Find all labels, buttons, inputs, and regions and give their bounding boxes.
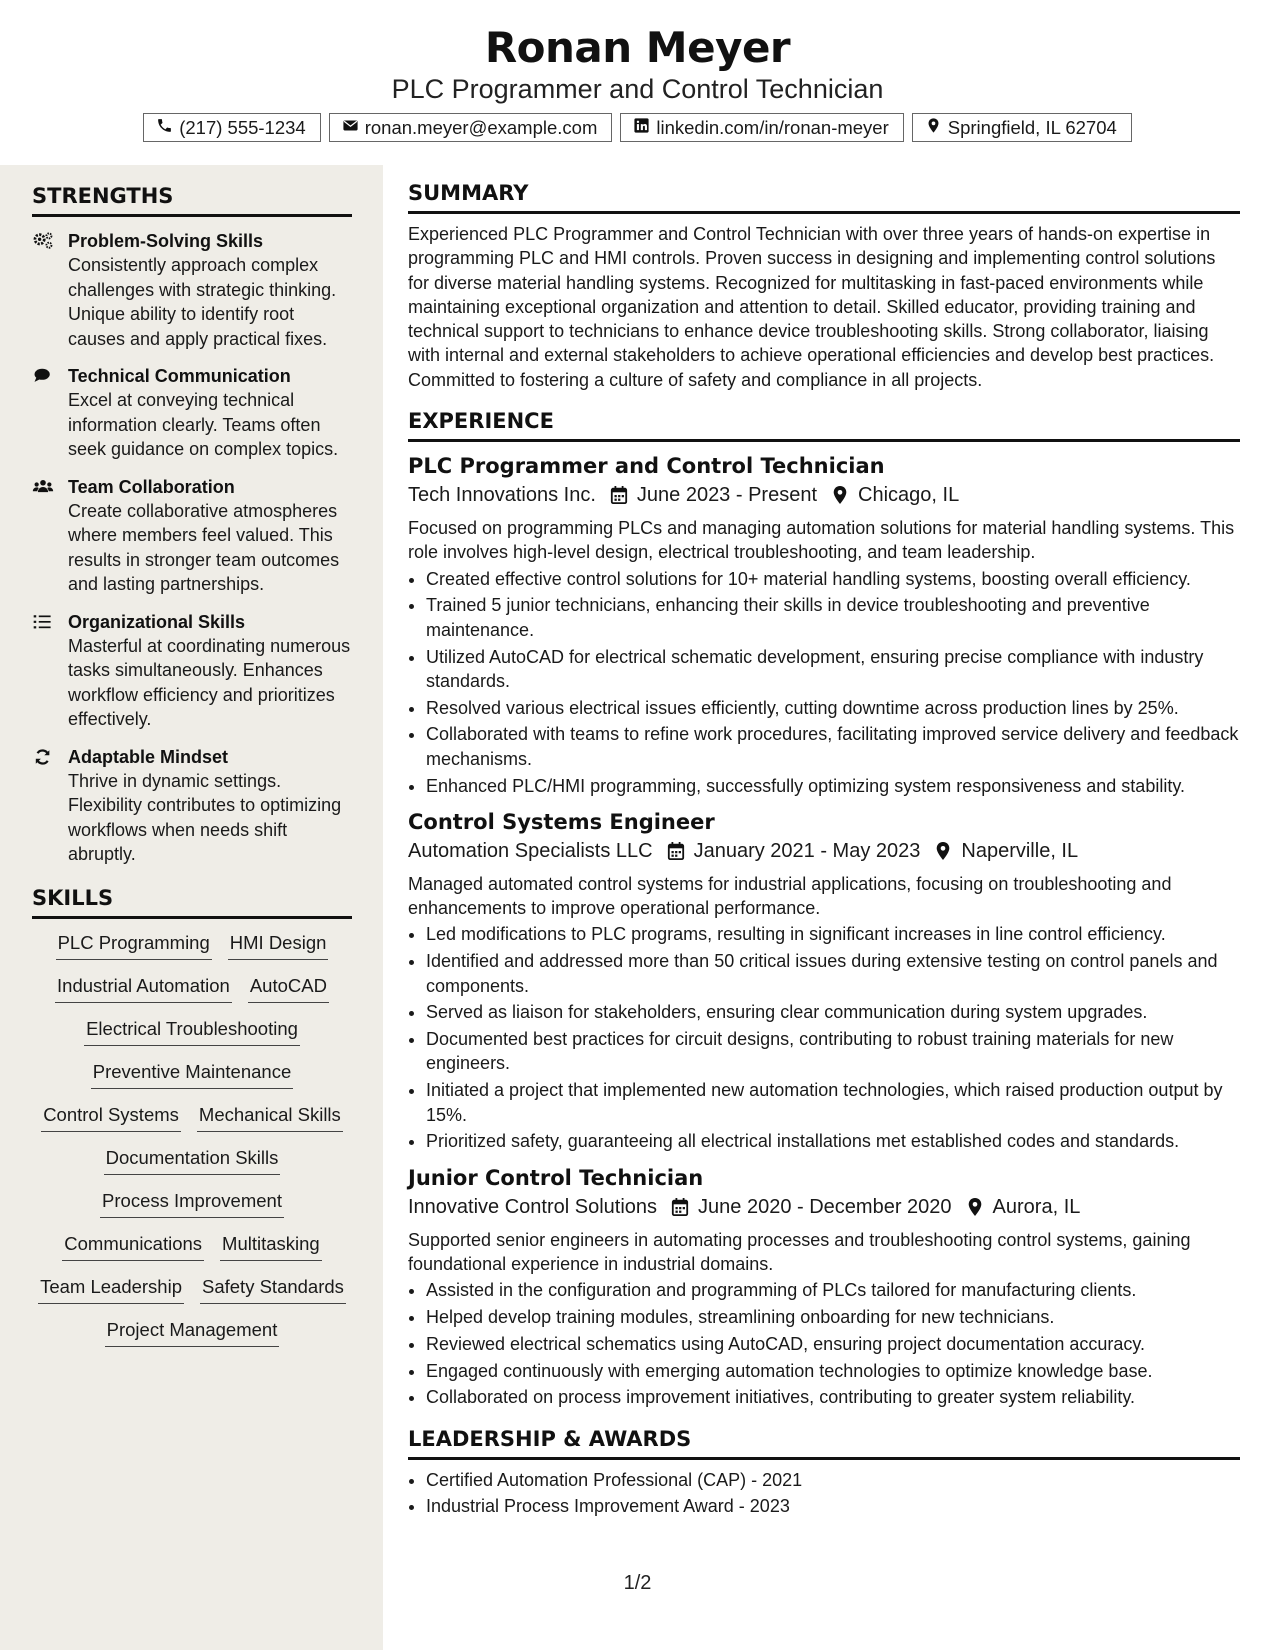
skills-title: SKILLS	[32, 885, 352, 919]
job-meta	[408, 1192, 1240, 1222]
skill-row	[32, 1318, 352, 1347]
summary-title: SUMMARY	[408, 180, 1240, 214]
strengths-title: STRENGTHS	[32, 183, 352, 217]
job-bullet: • Enhanced PLC/HMI programming, successfully optimizing system responsiveness and stability.	[426, 774, 1240, 798]
job-bullet: • Identified and addressed more than 50 critical issues during extensive testing on control panels and components.	[426, 949, 1240, 998]
contact-email[interactable]	[329, 113, 613, 142]
map-pin-icon	[831, 485, 849, 505]
skill-tag: Project Management	[105, 1318, 280, 1347]
job-bullet: • Collaborated on process improvement initiatives, contributing to greater system reliability.	[426, 1385, 1240, 1409]
refresh-icon	[32, 745, 56, 867]
strength-title: Technical Communication	[68, 366, 291, 386]
job-meta	[408, 480, 1240, 510]
job-meta	[408, 836, 1240, 866]
strength-title: Problem-Solving Skills	[68, 231, 264, 251]
users-icon	[32, 475, 56, 597]
job-company: Innovative Control Solutions	[408, 1195, 658, 1218]
candidate-name: Ronan Meyer	[484, 23, 791, 72]
sidebar	[0, 165, 383, 1650]
strength-desc: Consistently approach complex challenges with strategic thinking. Unique ability to identify root causes and apply practical fixes.	[68, 255, 337, 349]
job-entry	[408, 452, 1240, 798]
awards-title: LEADERSHIP & AWARDS	[408, 1426, 1240, 1460]
job-bullet: • Served as liaison for stakeholders, ensuring clear communication during system upgrades.	[426, 1000, 1240, 1024]
strength-title: Organizational Skills	[68, 611, 246, 632]
skill-tag: Control Systems	[41, 1103, 181, 1132]
skill-tag: Team Leadership	[38, 1275, 184, 1304]
skill-tag: Communications	[62, 1232, 204, 1261]
skill-tag: Process Improvement	[100, 1189, 284, 1218]
strength-item	[32, 229, 352, 351]
job-bullets	[408, 922, 1240, 1153]
gears-icon	[32, 229, 56, 351]
job-bullet: • Helped develop training modules, streamlining onboarding for new technicians.	[426, 1305, 1240, 1329]
job-company: Tech Innovations Inc.	[408, 484, 596, 507]
map-pin-icon	[934, 841, 952, 861]
strength-item	[32, 364, 352, 462]
map-pin-icon	[925, 117, 942, 139]
contact-linkedin[interactable]	[620, 113, 903, 142]
job-dates: June 2020 - December 2020	[698, 1195, 952, 1218]
skill-row	[32, 1189, 352, 1218]
award-item: • Industrial Process Improvement Award - 2023	[426, 1494, 1240, 1518]
map-pin-icon	[966, 1197, 984, 1217]
job-bullet: • Documented best practices for circuit designs, contributing to robust training materials for new engineers.	[426, 1027, 1240, 1076]
strength-item	[32, 610, 352, 732]
main-content	[408, 180, 1240, 1521]
job-bullets	[408, 567, 1240, 798]
job-description: Focused on programming PLCs and managing automation solutions for material handling systems. This role involves high-level design, electrical troubleshooting, and team leadership.	[408, 518, 1235, 563]
strength-desc: Excel at conveying technical information clearly. Teams often seek guidance on complex topics.	[68, 390, 339, 459]
job-bullet: • Led modifications to PLC programs, resulting in significant increases in line control efficiency.	[426, 922, 1240, 946]
skills-list	[32, 931, 352, 1347]
skill-row	[32, 1146, 352, 1175]
skill-row	[32, 974, 352, 1003]
contact-location[interactable]	[912, 113, 1132, 142]
strength-item	[32, 475, 352, 597]
job-entry	[408, 1164, 1240, 1410]
skill-tag: Industrial Automation	[55, 974, 232, 1003]
resume-header	[0, 0, 1275, 160]
job-title: Junior Control Technician	[408, 1165, 704, 1190]
phone-icon	[156, 117, 173, 139]
contact-linkedin-text: linkedin.com/in/ronan-meyer	[656, 116, 889, 138]
list-icon	[32, 610, 56, 732]
strength-item	[32, 745, 352, 867]
contact-phone-text: (217) 555-1234	[179, 116, 306, 138]
skill-tag: AutoCAD	[248, 974, 329, 1003]
strength-title: Team Collaboration	[68, 476, 235, 497]
candidate-role: PLC Programmer and Control Technician	[391, 74, 884, 104]
calendar-icon	[671, 1197, 689, 1217]
skill-tag: Documentation Skills	[104, 1146, 281, 1175]
skill-tag: PLC Programming	[56, 931, 212, 960]
skill-tag: Preventive Maintenance	[91, 1060, 293, 1089]
job-bullet: • Collaborated with teams to refine work procedures, facilitating improved service delivery and feedback mechanisms.	[426, 722, 1240, 771]
skill-row	[32, 1060, 352, 1089]
job-location: Chicago, IL	[858, 484, 960, 507]
skill-tag: Mechanical Skills	[197, 1103, 343, 1132]
calendar-icon	[610, 485, 628, 505]
contact-location-text: Springfield, IL 62704	[947, 116, 1117, 138]
job-bullet: • Utilized AutoCAD for electrical schematic development, ensuring precise compliance with industry standards.	[426, 645, 1240, 694]
skill-tag: HMI Design	[228, 931, 329, 960]
page-number: 1/2	[623, 1572, 652, 1594]
skill-row	[32, 1017, 352, 1046]
awards-list	[408, 1468, 1240, 1519]
job-bullet: • Prioritized safety, guaranteeing all electrical installations met established codes and standards.	[426, 1129, 1240, 1153]
contact-phone[interactable]	[143, 113, 321, 142]
skill-tag: Safety Standards	[200, 1275, 346, 1304]
skill-tag: Electrical Troubleshooting	[84, 1017, 300, 1046]
job-title: PLC Programmer and Control Technician	[408, 454, 885, 479]
linkedin-icon	[633, 117, 650, 139]
contact-email-text: ronan.meyer@example.com	[364, 116, 598, 138]
job-description: Supported senior engineers in automating processes and troubleshooting control systems, gaining foundational experience in industrial domains.	[408, 1229, 1191, 1274]
job-bullet: • Initiated a project that implemented new automation technologies, which raised production output by 15%.	[426, 1078, 1240, 1127]
skill-row	[32, 1232, 352, 1261]
award-item: • Certified Automation Professional (CAP) - 2021	[426, 1468, 1240, 1492]
job-bullet: • Engaged continuously with emerging automation technologies to optimize knowledge base.	[426, 1359, 1240, 1383]
summary-text: Experienced PLC Programmer and Control Technician with over three years of hands-on expertise in programming PLC and HMI controls. Proven success in designing and implementing control solutions for diverse material handling systems. Recognized for multitasking in fast-paced environments while maintaining exceptional organization and attention to detail. Skilled educator, providing training and technical support to technicians to enhance device troubleshooting skills. Strong collaborator, liaising with internal and external stakeholders to achieve operational efficiencies and develop best practices. Committed to fostering a culture of safety and compliance in all projects.	[408, 224, 1216, 390]
job-location: Naperville, IL	[961, 839, 1079, 862]
strength-desc: Thrive in dynamic settings. Flexibility contributes to optimizing workflows when needs shift abruptly.	[68, 770, 342, 864]
calendar-icon	[667, 841, 685, 861]
strength-title: Adaptable Mindset	[68, 746, 229, 767]
skill-row	[32, 1103, 352, 1132]
job-bullet: • Created effective control solutions for 10+ material handling systems, boosting overall efficiency.	[426, 567, 1240, 591]
strength-desc: Create collaborative atmospheres where members feel valued. This results in stronger team outcomes and lasting partnerships.	[68, 500, 340, 594]
job-description: Managed automated control systems for industrial applications, focusing on troubleshooting and enhancements to improve operational performance.	[408, 873, 1172, 919]
job-dates: January 2021 - May 2023	[693, 839, 921, 862]
envelope-icon	[342, 117, 359, 139]
job-title: Control Systems Engineer	[408, 809, 715, 834]
skill-row	[32, 931, 352, 960]
job-entry	[408, 808, 1240, 1154]
job-bullets	[408, 1278, 1240, 1409]
contact-bar	[0, 113, 1275, 142]
strengths-list	[32, 229, 352, 867]
strength-desc: Masterful at coordinating numerous tasks simultaneously. Enhances workflow efficiency and prioritizes effectively.	[68, 635, 351, 729]
skill-tag: Multitasking	[220, 1232, 322, 1261]
job-bullet: • Resolved various electrical issues efficiently, cutting downtime across production lines by 25%.	[426, 696, 1240, 720]
experience-title: EXPERIENCE	[408, 408, 1240, 442]
job-bullet: • Trained 5 junior technicians, enhancing their skills in device troubleshooting and preventive maintenance.	[426, 593, 1240, 642]
job-company: Automation Specialists LLC	[408, 839, 653, 862]
job-bullet: • Reviewed electrical schematics using AutoCAD, ensuring project documentation accuracy.	[426, 1332, 1240, 1356]
job-dates: June 2023 - Present	[636, 484, 818, 507]
job-bullet: • Assisted in the configuration and programming of PLCs tailored for manufacturing clients.	[426, 1278, 1240, 1302]
job-location: Aurora, IL	[992, 1195, 1081, 1218]
skill-row	[32, 1275, 352, 1304]
speech-bubble-icon	[32, 364, 56, 462]
